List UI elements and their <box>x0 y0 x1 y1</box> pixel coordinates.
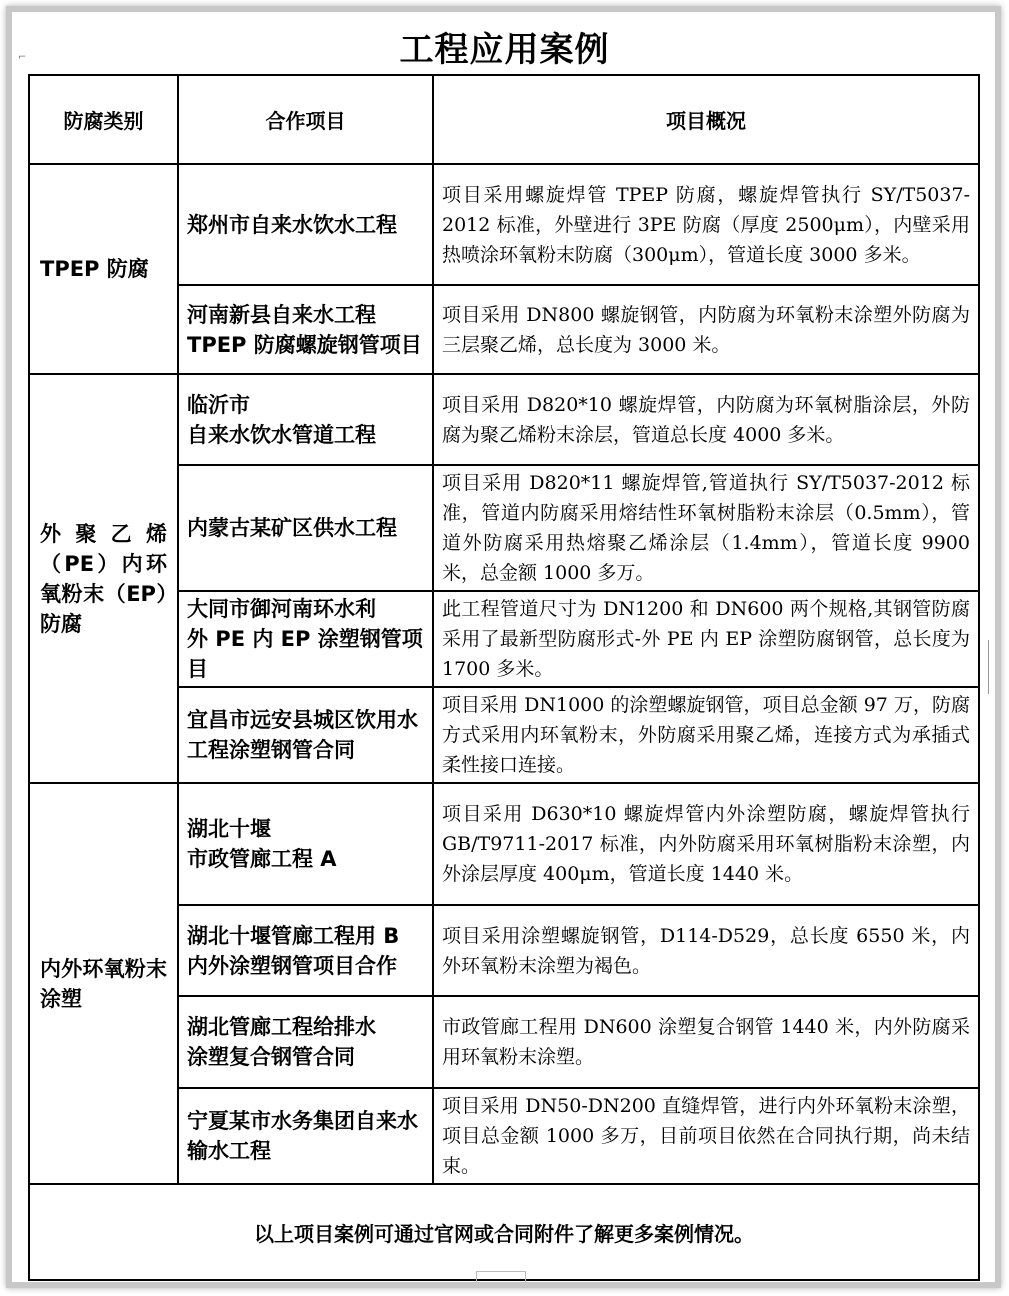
header-overview: 项目概况 <box>433 75 979 164</box>
project-cell: 河南新县自来水工程 TPEP 防腐螺旋钢管项目 <box>178 285 433 374</box>
project-cell: 临沂市 自来水饮水管道工程 <box>178 374 433 465</box>
cases-table <box>28 74 980 1281</box>
category-cell: TPEP 防腐 <box>29 164 178 374</box>
table-row <box>29 374 979 465</box>
overview-cell: 项目采用 D630*10 螺旋焊管内外涂塑防腐，螺旋焊管执行 GB/T9711-2017 标准，内外防腐采用环氧树脂粉末涂塑，内外涂层厚度 400μm，管道长度 1440 米。 <box>433 783 979 905</box>
category-cell: 内外环氧粉末涂塑 <box>29 783 178 1184</box>
header-row <box>29 75 979 164</box>
page-corner-marker: ⌐ <box>18 52 27 63</box>
overview-cell: 项目采用 DN1000 的涂塑螺旋钢管，项目总金额 97 万，防腐方式采用内环氧粉末，外防腐采用聚乙烯，连接方式为承插式柔性接口连接。 <box>433 687 979 783</box>
project-cell: 郑州市自来水饮水工程 <box>178 164 433 285</box>
header-category: 防腐类别 <box>29 75 178 164</box>
project-cell: 湖北十堰管廊工程用 B 内外涂塑钢管项目合作 <box>178 905 433 996</box>
project-cell: 湖北十堰 市政管廊工程 A <box>178 783 433 905</box>
page-edge-marker <box>988 640 1001 694</box>
overview-cell: 项目采用螺旋焊管 TPEP 防腐，螺旋焊管执行 SY/T5037-2012 标准，外壁进行 3PE 防腐（厚度 2500μm），内壁采用热喷涂环氧粉末防腐（300μm），管道长度 3000 多米。 <box>433 164 979 285</box>
project-cell: 大同市御河南环水利 外 PE 内 EP 涂塑钢管项目 <box>178 591 433 687</box>
overview-cell: 项目采用 DN50-DN200 直缝焊管，进行内外环氧粉末涂塑，项目总金额 1000 多万，目前项目依然在合同执行期，尚未结束。 <box>433 1088 979 1184</box>
page-tab-marker <box>476 1271 526 1282</box>
overview-cell: 市政管廊工程用 DN600 涂塑复合钢管 1440 米，内外防腐采用环氧粉末涂塑。 <box>433 996 979 1088</box>
project-cell: 宁夏某市水务集团自来水输水工程 <box>178 1088 433 1184</box>
project-cell: 宜昌市远安县城区饮用水工程涂塑钢管合同 <box>178 687 433 783</box>
overview-cell: 项目采用 D820*10 螺旋焊管，内防腐为环氧树脂涂层，外防腐为聚乙烯粉末涂层，管道总长度 4000 多米。 <box>433 374 979 465</box>
header-project: 合作项目 <box>178 75 433 164</box>
project-cell: 内蒙古某矿区供水工程 <box>178 465 433 591</box>
table-row <box>29 164 979 285</box>
project-cell: 湖北管廊工程给排水 涂塑复合钢管合同 <box>178 996 433 1088</box>
overview-cell: 项目采用涂塑螺旋钢管，D114-D529，总长度 6550 米，内外环氧粉末涂塑为褐色。 <box>433 905 979 996</box>
overview-cell: 项目采用 D820*11 螺旋焊管,管道执行 SY/T5037-2012 标准，管道内防腐采用熔结性环氧树脂粉末涂层（0.5mm），管道外防腐采用热熔聚乙烯涂层（1.4mm），管道长度 9900 米，总金额 1000 多万。 <box>433 465 979 591</box>
footer-row <box>29 1184 979 1280</box>
footer-note: 以上项目案例可通过官网或合同附件了解更多案例情况。 <box>29 1184 979 1280</box>
table-row <box>29 783 979 905</box>
page-title: 工程应用案例 <box>399 30 610 70</box>
overview-cell: 项目采用 DN800 螺旋钢管，内防腐为环氧粉末涂塑外防腐为三层聚乙烯，总长度为 3000 米。 <box>433 285 979 374</box>
category-cell: 外聚乙烯（PE）内环氧粉末（EP）防腐 <box>29 374 178 783</box>
overview-cell: 此工程管道尺寸为 DN1200 和 DN600 两个规格,其钢管防腐采用了最新型防腐形式-外 PE 内 EP 涂塑防腐钢管，总长度为 1700 多米。 <box>433 591 979 687</box>
